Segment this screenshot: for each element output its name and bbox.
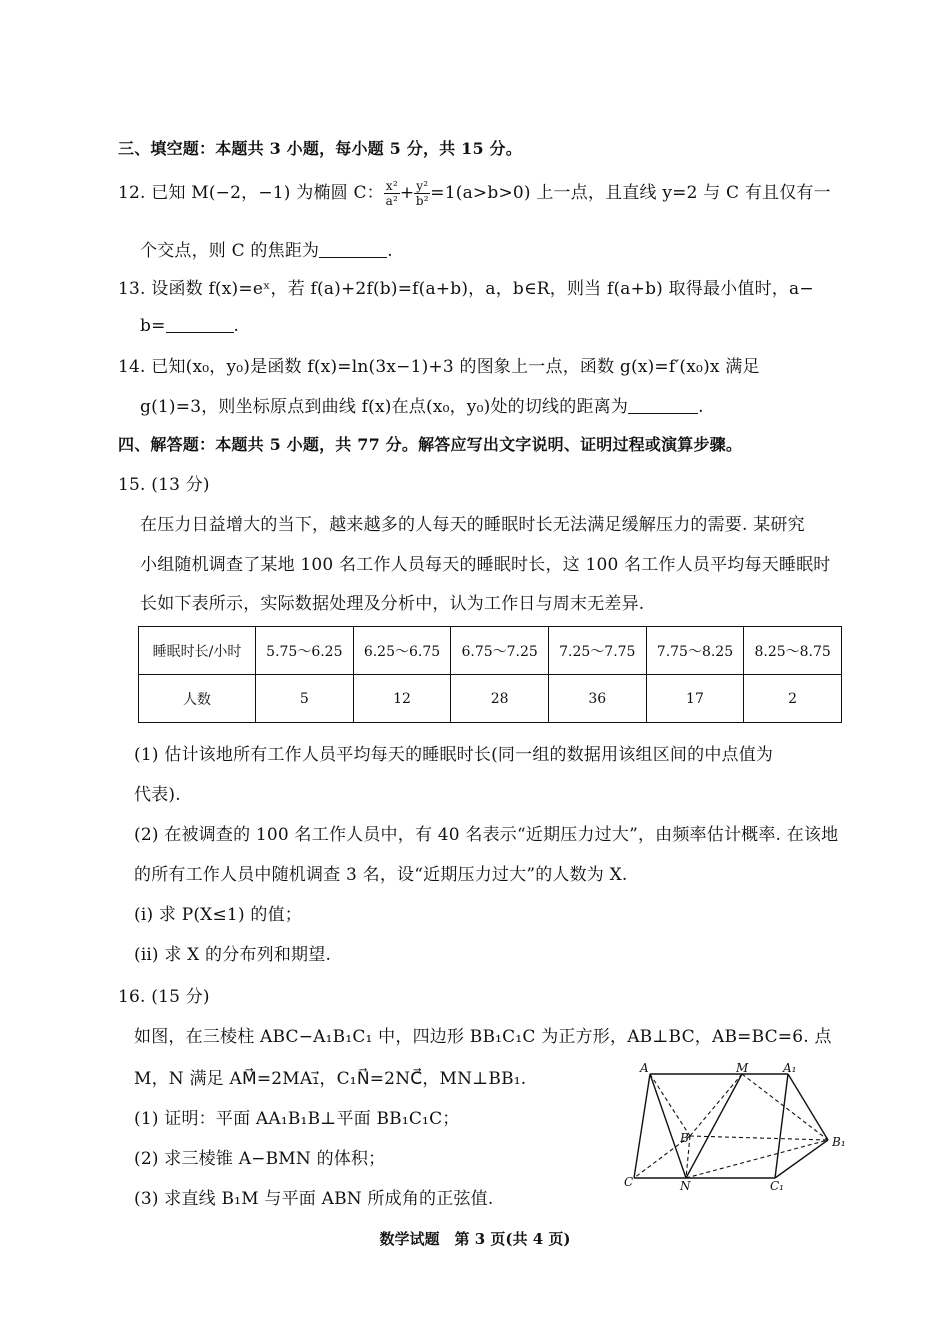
label-B: B xyxy=(680,1131,689,1145)
q13-end: . xyxy=(233,316,240,336)
q16-p1: 如图，在三棱柱 ABC−A₁B₁C₁ 中，四边形 BB₁C₁C 为正方形，AB⊥BC，AB=BC=6. 点 xyxy=(134,1027,832,1047)
table-count: 28 xyxy=(451,675,549,723)
q12-line2-text: 个交点，则 C 的焦距为 xyxy=(140,241,320,261)
label-B1: B₁ xyxy=(832,1135,846,1149)
edge-C1B1 xyxy=(775,1140,828,1178)
table-interval: 8.25～8.75 xyxy=(744,627,842,675)
table-interval: 7.75～8.25 xyxy=(646,627,744,675)
q16-s2: (2) 求三棱锥 A−BMN 的体积； xyxy=(134,1149,386,1169)
table-interval: 7.25～7.75 xyxy=(548,627,646,675)
q13-line1: 13. 设函数 f(x)=eˣ，若 f(a)+2f(b)=f(a+b)，a，b∈R，则当 f(a+b) 取得最小值时，a− xyxy=(118,279,814,299)
table-count-row xyxy=(139,675,842,723)
table-interval: 6.25～6.75 xyxy=(353,627,451,675)
q15-s2b: 的所有工作人员中随机调查 3 名，设“近期压力过大”的人数为 X. xyxy=(134,865,628,885)
edge-AC xyxy=(634,1074,650,1178)
label-A: A xyxy=(640,1061,649,1075)
table-interval: 5.75～6.25 xyxy=(256,627,354,675)
q15-s2ii: (ⅱ) 求 X 的分布列和期望. xyxy=(134,945,332,965)
q13-answer-blank[interactable] xyxy=(166,316,234,333)
label-N: N xyxy=(680,1179,691,1193)
section3-heading: 三、填空题：本题共 3 小题，每小题 5 分，共 15 分。 xyxy=(118,139,522,158)
edge-MB1 xyxy=(742,1074,828,1140)
label-C1: C₁ xyxy=(770,1179,784,1193)
table-header-row xyxy=(139,627,842,675)
q16-s1: (1) 证明：平面 AA₁B₁B⊥平面 BB₁C₁C； xyxy=(134,1109,460,1129)
q12-line2 xyxy=(140,236,393,261)
table-count: 5 xyxy=(256,675,354,723)
sleep-table xyxy=(138,626,842,723)
q12-end: . xyxy=(387,241,393,261)
table-count: 12 xyxy=(353,675,451,723)
q15-p1: 在压力日益增大的当下，越来越多的人每天的睡眠时长无法满足缓解压力的需要. 某研究 xyxy=(140,515,805,535)
q15-p3: 长如下表所示，实际数据处理及分析中，认为工作日与周末无差异. xyxy=(140,594,645,614)
q16-p2: M，N 满足 AM⃗=2MA₁⃗，C₁N⃗=2NC⃗，MN⊥BB₁. xyxy=(134,1069,527,1089)
section4-heading: 四、解答题：本题共 5 小题，共 77 分。解答应写出文字说明、证明过程或演算步骤。 xyxy=(118,435,743,454)
q15-s1a: (1) 估计该地所有工作人员平均每天的睡眠时长(同一组的数据用该组区间的中点值为 xyxy=(134,745,774,765)
q16-label: 16. (15 分) xyxy=(118,987,210,1007)
table-count: 36 xyxy=(548,675,646,723)
q15-p2: 小组随机调查了某地 100 名工作人员每天的睡眠时长，这 100 名工作人员平均每天睡眠时 xyxy=(140,555,831,575)
edge-BB1 xyxy=(690,1136,828,1140)
q15-s2i: (ⅰ) 求 P(X≤1) 的值； xyxy=(134,905,302,925)
label-M: M xyxy=(736,1061,749,1075)
table-header-label: 睡眠时长/小时 xyxy=(139,627,256,675)
q13-line2 xyxy=(140,316,239,336)
q14-line2-text: g(1)=3，则坐标原点到曲线 f(x)在点(x₀，y₀)处的切线的距离为 xyxy=(140,397,629,417)
q15-s2a: (2) 在被调查的 100 名工作人员中，有 40 名表示“近期压力过大”，由频率估计概率. 在该地 xyxy=(134,825,839,845)
q12-frac1: $\frac{\text{x²}}{\text{a²}}$ xyxy=(385,179,399,208)
page-footer: 数学试题 第 3 页(共 4 页) xyxy=(379,1230,571,1248)
q12-suffix: =1(a>b>0) 上一点，且直线 y=2 与 C 有且仅有一 xyxy=(430,183,831,203)
q16-s3: (3) 求直线 B₁M 与平面 ABN 所成角的正弦值. xyxy=(134,1189,494,1209)
table-interval: 6.75～7.25 xyxy=(451,627,549,675)
edge-AB xyxy=(650,1074,690,1136)
q12-line1 xyxy=(118,178,831,208)
q12-plus: + xyxy=(399,183,415,203)
prism-figure xyxy=(620,1060,850,1196)
q13-line2-text: b= xyxy=(140,316,166,336)
edge-BM xyxy=(690,1074,742,1136)
label-A1: A₁ xyxy=(783,1061,797,1075)
label-C: C xyxy=(624,1175,634,1189)
q14-answer-blank[interactable] xyxy=(628,397,698,414)
edge-A1C1 xyxy=(775,1074,788,1178)
q14-end: . xyxy=(698,397,704,417)
q14-line2 xyxy=(140,392,704,417)
edge-MN xyxy=(686,1074,742,1178)
table-count: 17 xyxy=(646,675,744,723)
table-count: 2 xyxy=(744,675,842,723)
edge-NB1 xyxy=(686,1140,828,1178)
q12-answer-blank[interactable] xyxy=(319,241,387,258)
q15-label: 15. (13 分) xyxy=(118,475,210,495)
table-row-label: 人数 xyxy=(139,675,256,723)
q12-frac2: $\frac{\text{y²}}{\text{b²}}$ xyxy=(415,179,429,208)
q12-prefix: 12. 已知 M(−2，−1) 为椭圆 C： xyxy=(118,183,384,203)
edge-A1B1 xyxy=(788,1074,828,1140)
q14-line1: 14. 已知(x₀，y₀)是函数 f(x)=ln(3x−1)+3 的图象上一点，函数 g(x)=f′(x₀)x 满足 xyxy=(118,357,760,377)
q15-s1b: 代表). xyxy=(134,785,181,805)
